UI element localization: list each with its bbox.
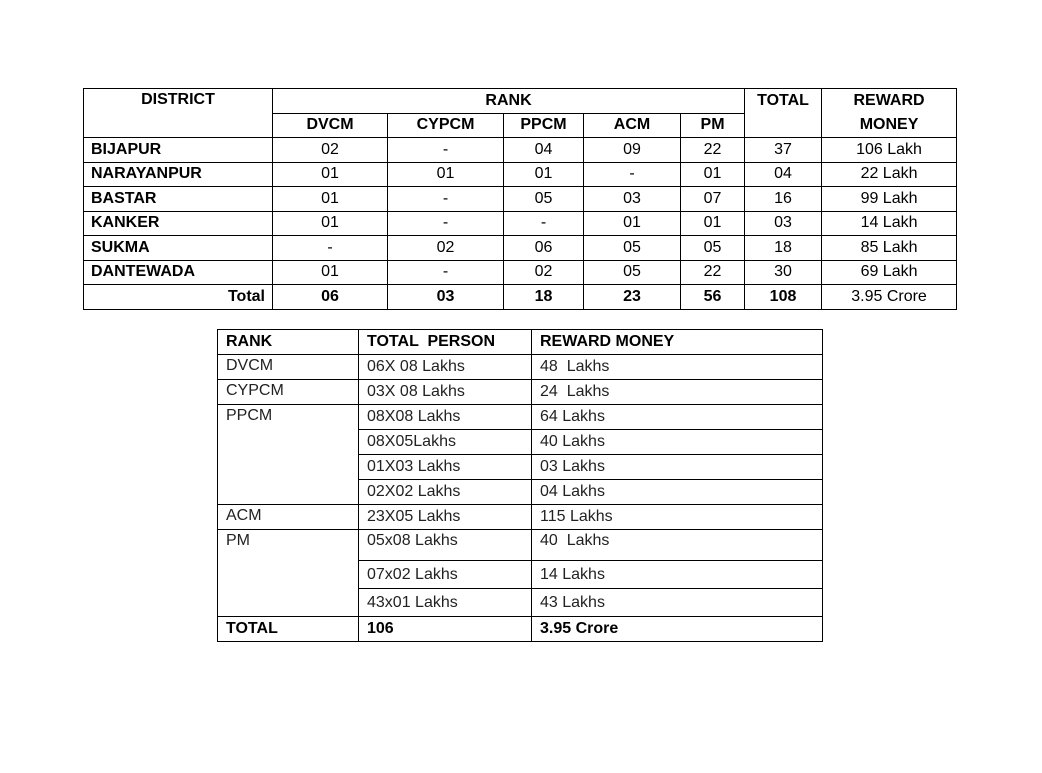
cell-pm: 01 [681, 162, 745, 187]
reward-money-cell: 64 Lakhs [532, 405, 823, 430]
total-person-cell: 08X05Lakhs [359, 430, 532, 455]
reward-money-cell: 24 Lakhs [532, 380, 823, 405]
total-person-cell: 08X08 Lakhs [359, 405, 532, 430]
cell-reward: 69 Lakh [822, 260, 957, 285]
header-rank: RANK [273, 89, 745, 114]
total-total: 108 [745, 285, 822, 310]
rank-row [218, 355, 823, 380]
header-total: TOTAL [745, 89, 822, 114]
total-person-cell: 01X03 Lakhs [359, 455, 532, 480]
district-name: NARAYANPUR [84, 162, 273, 187]
rank-row [218, 505, 823, 530]
cell-total: 18 [745, 236, 822, 261]
reward-money-cell: 43 Lakhs [532, 589, 823, 617]
district-row [84, 236, 957, 261]
reward-money-cell: 115 Lakhs [532, 505, 823, 530]
total-person-cell: 07x02 Lakhs [359, 561, 532, 589]
cell-ppcm: 06 [504, 236, 584, 261]
cell-cypcm: - [388, 260, 504, 285]
header-pm: PM [681, 113, 745, 138]
header-dvcm: DVCM [273, 113, 388, 138]
cell-reward: 106 Lakh [822, 138, 957, 163]
cell-reward: 22 Lakh [822, 162, 957, 187]
district-name: DANTEWADA [84, 260, 273, 285]
total-pm: 56 [681, 285, 745, 310]
rank-total-reward: 3.95 Crore [532, 617, 823, 642]
rank-header-row [218, 330, 823, 355]
reward-money-cell: 48 Lakhs [532, 355, 823, 380]
cell-cypcm: - [388, 211, 504, 236]
total-label: Total [84, 285, 273, 310]
rank-name: ACM [218, 505, 359, 530]
cell-dvcm: 01 [273, 211, 388, 236]
cell-total: 37 [745, 138, 822, 163]
rank-total-person: 106 [359, 617, 532, 642]
cell-cypcm: 01 [388, 162, 504, 187]
header-reward-line2: MONEY [822, 113, 957, 138]
total-person-cell: 06X 08 Lakhs [359, 355, 532, 380]
header-total-person: TOTAL PERSON [359, 330, 532, 355]
district-row [84, 162, 957, 187]
cell-pm: 07 [681, 187, 745, 212]
rank-total-row [218, 617, 823, 642]
cell-acm: 05 [584, 236, 681, 261]
reward-money-cell: 03 Lakhs [532, 455, 823, 480]
cell-pm: 22 [681, 138, 745, 163]
cell-pm: 22 [681, 260, 745, 285]
rank-name: DVCM [218, 355, 359, 380]
cell-reward: 99 Lakh [822, 187, 957, 212]
cell-total: 30 [745, 260, 822, 285]
cell-acm: 05 [584, 260, 681, 285]
reward-money-cell: 14 Lakhs [532, 561, 823, 589]
rank-reward-table [217, 329, 823, 642]
district-name: KANKER [84, 211, 273, 236]
cell-dvcm: - [273, 236, 388, 261]
total-dvcm: 06 [273, 285, 388, 310]
cell-ppcm: 02 [504, 260, 584, 285]
header-cypcm: CYPCM [388, 113, 504, 138]
rank-row [218, 405, 823, 430]
cell-pm: 01 [681, 211, 745, 236]
cell-cypcm: - [388, 138, 504, 163]
header-row-2 [84, 113, 957, 138]
total-person-cell: 02X02 Lakhs [359, 480, 532, 505]
cell-ppcm: 01 [504, 162, 584, 187]
cell-pm: 05 [681, 236, 745, 261]
district-total-row [84, 285, 957, 310]
cell-acm: 09 [584, 138, 681, 163]
cell-total: 04 [745, 162, 822, 187]
cell-ppcm: - [504, 211, 584, 236]
header-total-blank [745, 113, 822, 138]
cell-acm: 01 [584, 211, 681, 236]
cell-dvcm: 01 [273, 260, 388, 285]
rank-name: CYPCM [218, 380, 359, 405]
cell-total: 03 [745, 211, 822, 236]
reward-money-cell: 40 Lakhs [532, 530, 823, 561]
cell-ppcm: 04 [504, 138, 584, 163]
rank-row [218, 530, 823, 561]
cell-dvcm: 01 [273, 162, 388, 187]
header-acm: ACM [584, 113, 681, 138]
rank-row [218, 380, 823, 405]
cell-dvcm: 02 [273, 138, 388, 163]
cell-reward: 14 Lakh [822, 211, 957, 236]
header-rank: RANK [218, 330, 359, 355]
district-name: BIJAPUR [84, 138, 273, 163]
cell-reward: 85 Lakh [822, 236, 957, 261]
header-row-1 [84, 89, 957, 114]
total-person-cell: 23X05 Lakhs [359, 505, 532, 530]
district-reward-table [83, 88, 957, 310]
district-row [84, 187, 957, 212]
total-acm: 23 [584, 285, 681, 310]
header-district: DISTRICT [84, 89, 273, 114]
cell-cypcm: - [388, 187, 504, 212]
total-person-cell: 03X 08 Lakhs [359, 380, 532, 405]
rank-name: PPCM [218, 405, 359, 505]
district-row [84, 138, 957, 163]
total-cypcm: 03 [388, 285, 504, 310]
header-reward-money: REWARD MONEY [532, 330, 823, 355]
reward-money-cell: 04 Lakhs [532, 480, 823, 505]
district-name: BASTAR [84, 187, 273, 212]
rank-name: PM [218, 530, 359, 617]
district-name: SUKMA [84, 236, 273, 261]
header-ppcm: PPCM [504, 113, 584, 138]
total-reward: 3.95 Crore [822, 285, 957, 310]
cell-cypcm: 02 [388, 236, 504, 261]
cell-dvcm: 01 [273, 187, 388, 212]
header-reward-line1: REWARD [822, 89, 957, 114]
total-person-cell: 43x01 Lakhs [359, 589, 532, 617]
cell-acm: 03 [584, 187, 681, 212]
reward-money-cell: 40 Lakhs [532, 430, 823, 455]
cell-acm: - [584, 162, 681, 187]
district-row [84, 211, 957, 236]
cell-ppcm: 05 [504, 187, 584, 212]
district-row [84, 260, 957, 285]
total-person-cell: 05x08 Lakhs [359, 530, 532, 561]
cell-total: 16 [745, 187, 822, 212]
rank-total-label: TOTAL [218, 617, 359, 642]
header-district-blank [84, 113, 273, 138]
total-ppcm: 18 [504, 285, 584, 310]
